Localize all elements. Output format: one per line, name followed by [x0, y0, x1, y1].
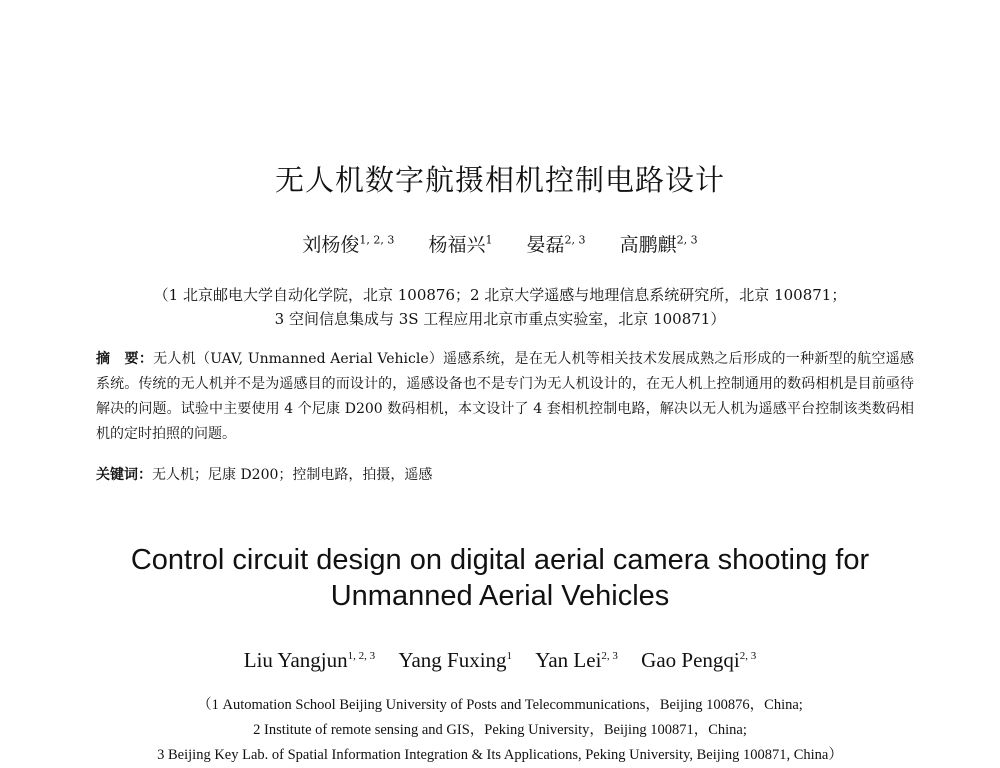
abstract-label: 摘 要： — [96, 351, 154, 367]
chinese-abstract — [96, 347, 914, 447]
english-title-line1: Control circuit design on digital aerial camera shooting for — [130, 544, 870, 576]
english-authors — [0, 648, 1000, 673]
en-affiliation-line2: 2 Institute of remote sensing and GIS，Peking University，Beijing 100871，China; — [253, 722, 747, 738]
cn-affiliation-line2: 3 空间信息集成与 3S 工程应用北京市重点实验室，北京 100871） — [274, 310, 726, 328]
en-author: Gao Pengqi$^{2, 3}$ — [641, 648, 757, 672]
abstract-text: 无人机（UAV, Unmanned Aerial Vehicle）遥感系统，是在无人机等相关技术发展成熟之后形成的一种新型的航空遥感系统。传统的无人机并不是为遥感目的而设计的，遥感设备也不是专门为无人机设计的，在无人机上控制通用的数码相机是目前亟待解决的问题。试验中主要使用 4 个尼康 D200 数码相机，本文设计了 4 套相机控制电路，解决以无人机为遥感平台控制该类数码相机的定时拍照的问题。 — [96, 351, 914, 442]
keywords-label: 关键词： — [96, 467, 152, 483]
cn-author: 高鹏麒$^{2, 3}$ — [619, 233, 698, 256]
en-affiliation-line3: 3 Beijing Key Lab. of Spatial Information Integration & Its Applications, Peking University, Beijing 100871, China） — [157, 747, 843, 763]
keywords-text: 无人机；尼康 D200；控制电路，拍摄，遥感 — [152, 467, 433, 483]
chinese-authors — [0, 230, 1000, 257]
chinese-title: 无人机数字航摄相机控制电路设计 — [274, 163, 725, 197]
cn-author: 杨福兴$^1$ — [428, 233, 493, 256]
english-title-line2: Unmanned Aerial Vehicles — [330, 580, 670, 612]
en-affiliation-line1: （1 Automation School Beijing University of Posts and Telecommunications，Beijing 100876，China; — [197, 697, 803, 713]
cn-author: 刘杨俊$^{1, 2, 3}$ — [302, 233, 395, 256]
cn-author: 晏磊$^{2, 3}$ — [526, 233, 586, 256]
cn-affiliation-line1: （1 北京邮电大学自动化学院，北京 100876；2 北京大学遥感与地理信息系统研究所，北京 100871； — [153, 286, 847, 304]
chinese-keywords — [96, 463, 914, 488]
en-author: Yan Lei$^{2, 3}$ — [535, 648, 618, 672]
english-title — [0, 542, 1000, 614]
en-author: Liu Yangjun$^{1, 2, 3}$ — [243, 648, 376, 672]
en-author: Yang Fuxing$^1$ — [398, 648, 513, 672]
